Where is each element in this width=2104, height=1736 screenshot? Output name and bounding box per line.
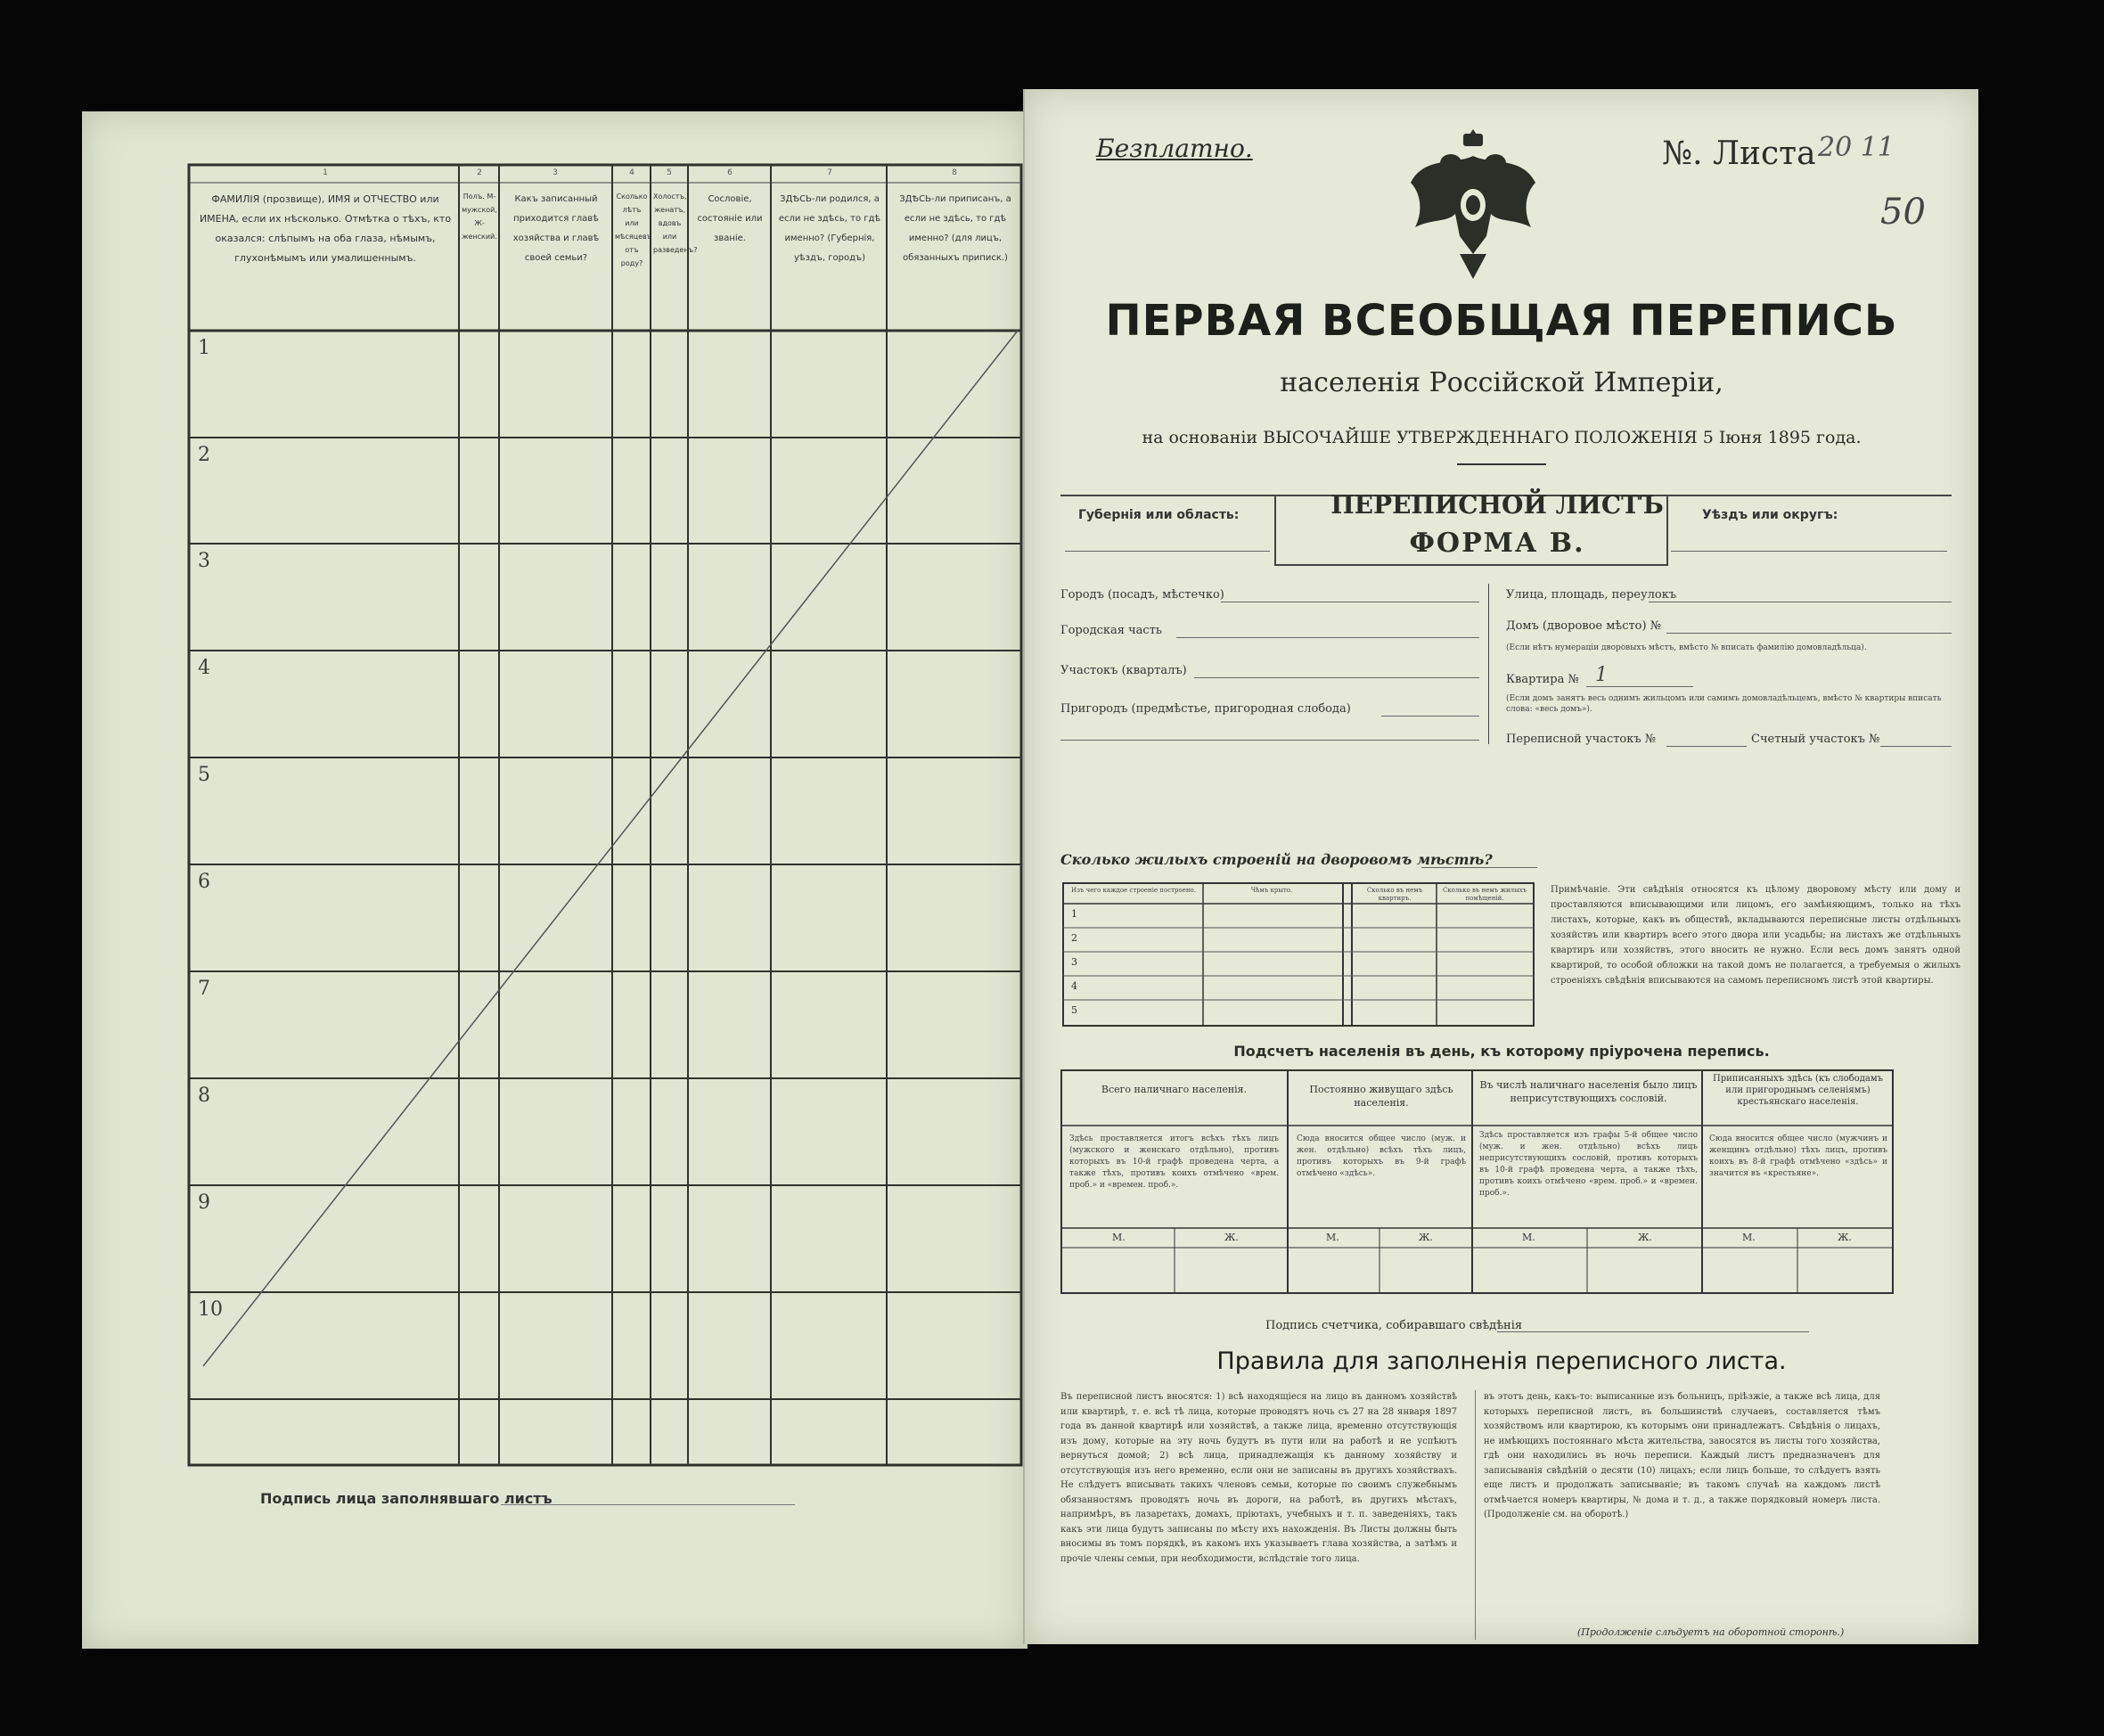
count-header-peasants: Приписанныхъ здѣсь (къ слободамъ или пригороднымъ селеніямъ) крестьянскаго населенія. (1713, 1074, 1883, 1107)
count-header-permanent: Постоянно живущаго здѣсь населенія. (1309, 1084, 1453, 1109)
counter-signature-line[interactable] (1497, 1331, 1809, 1332)
column-header-estate: Сословіе, состояніе или званіе. (697, 194, 763, 243)
row-number: 5 (198, 764, 210, 786)
signature-label: Подпись лица заполнявшаго листъ (260, 1490, 553, 1507)
male-label: М. (1112, 1232, 1126, 1243)
decree-line: на основаніи ВЫСОЧАЙШЕ УТВЕРЖДЕННАГО ПОЛОЖЕНІЯ 5 Іюня 1895 года. (1142, 428, 1862, 447)
sheet-number-label: №. Листа (1662, 135, 1816, 172)
census-table (187, 163, 1025, 1469)
buildings-header: Сколько въ немъ квартиръ. (1366, 887, 1423, 902)
buildings-row-number: 3 (1071, 956, 1077, 968)
buildings-header: Чѣмъ крыто. (1250, 887, 1293, 894)
rules-text-right: въ этотъ день, какъ-то: выписанные изъ больницъ, пріѣзжіе, а также всѣ лица, для которыхъ переписной листъ, въ большинствѣ случаевъ, составляется тѣмъ хозяйствомъ или квартирою, къ которымъ они принадлежатъ. Свѣдѣнія о лицахъ, не имѣющихъ постояннаго мѣста жительства, заносятся въ листы того хозяйства, гдѣ они находились въ ночь переписи. Каждый листъ предназначенъ для записыванія свѣдѣній о десяти (10) лицахъ; если лицъ больше, то слѣдуетъ взять еще листъ и продолжать записываніе; въ такомъ случаѣ на каждомъ листѣ отмѣчается номеръ квартиры, № дома и т. д., а также порядковый номеръ листа. (Продолженіе см. на оборотѣ.) (1484, 1392, 1880, 1519)
house-field[interactable] (1666, 633, 1952, 634)
page-title: ПЕРВАЯ ВСЕОБЩАЯ ПЕРЕПИСЬ (1105, 296, 1898, 346)
apartment-handwritten: 1 (1595, 664, 1608, 686)
district-label: Уѣздъ или округъ: (1702, 508, 1838, 522)
male-label: М. (1742, 1232, 1756, 1243)
column-number: 5 (667, 168, 672, 177)
rules-title: Правила для заполненія переписного листа. (1216, 1347, 1787, 1375)
apartment-note: (Если домъ занятъ весь однимъ жильцомъ или самимъ домовладѣльцемъ, вмѣсто № квартиры вписать слова: «весь домъ»). (1506, 694, 1942, 714)
form-title: ФОРМА В. (1409, 528, 1585, 559)
census-district-field[interactable] (1666, 746, 1747, 747)
column-number: 1 (323, 168, 328, 177)
census-table-lines (187, 163, 1025, 1469)
column-header-name: ФАМИЛІЯ (прозвище), ИМЯ и ОТЧЕСТВО или ИМЕНА, если их нѣсколько. Отмѣтка о тѣхъ, кто оказался: слѣпымъ на оба глаза, нѣмымъ, глухонѣмымъ или умалишеннымъ. (199, 193, 452, 264)
column-number: 3 (553, 168, 558, 177)
male-label: М. (1522, 1232, 1535, 1243)
column-header-marital: Холостъ, женатъ, вдовъ или разведенъ? (653, 192, 698, 254)
address-divider (1488, 584, 1489, 744)
column-number: 7 (827, 168, 832, 177)
buildings-header: Изъ чего каждое строеніе построено. (1071, 887, 1196, 894)
female-label: Ж. (1224, 1232, 1239, 1243)
list-title: ПЕРЕПИСНОЙ ЛИСТЪ (1330, 490, 1664, 520)
suburb-field[interactable] (1381, 716, 1479, 717)
buildings-header: Сколько въ немъ жилыхъ помѣщеній. (1442, 887, 1527, 902)
row-number: 8 (198, 1085, 210, 1107)
buildings-table-lines (1062, 882, 1535, 1034)
sheet-number-handwritten-2: 50 (1880, 192, 1926, 233)
sheet-number-handwritten: 20 11 (1818, 132, 1895, 163)
column-number: 4 (629, 168, 634, 177)
row-number: 4 (198, 657, 210, 679)
row-number: 9 (198, 1191, 210, 1214)
column-number: 6 (727, 168, 733, 177)
district-field[interactable] (1671, 551, 1947, 552)
province-field[interactable] (1065, 551, 1270, 552)
free-label: Безплатно. (1096, 134, 1253, 163)
buildings-answer-field[interactable] (1421, 867, 1537, 868)
column-header-age: Сколько лѣтъ или мѣсяцевъ отъ роду? (615, 192, 652, 267)
apartment-field[interactable] (1586, 686, 1693, 687)
buildings-table (1062, 882, 1535, 1034)
count-header-estates: Въ числѣ наличнаго населенія было лицъ неприсутствующихъ сословій. (1479, 1079, 1698, 1104)
row-number: 7 (198, 978, 210, 1000)
column-header-sex: Полъ. М-мужской, Ж-женский. (462, 192, 497, 241)
street-label: Улица, площадь, переулокъ (1506, 588, 1677, 602)
column-header-relation: Какъ записанный приходится главѣ хозяйства и главѣ своей семьи? (512, 194, 600, 263)
house-label: Домъ (дворовое мѣсто) № (1506, 619, 1662, 633)
counting-district-label: Счетный участокъ № (1751, 733, 1880, 746)
apartment-label: Квартира № (1506, 673, 1579, 686)
header-box-bottom (1274, 564, 1666, 566)
female-label: Ж. (1419, 1232, 1433, 1243)
page-subtitle: населенія Россійской Имперіи, (1280, 367, 1723, 398)
city-district-field[interactable] (1176, 637, 1479, 638)
count-header-total: Всего наличнаго населенія. (1101, 1084, 1248, 1095)
column-header-registration: ЗДѢСЬ-ли приписанъ, а если не здѣсь, то гдѣ именно? (для лицъ, обязанныхъ приписк.) (899, 194, 1011, 263)
imperial-eagle-icon (1406, 129, 1540, 281)
female-label: Ж. (1838, 1232, 1852, 1243)
header-box-divider (1274, 495, 1276, 566)
house-note: (Если нѣтъ нумераціи дворовыхъ мѣстъ, вмѣсто № вписать фамилію домовладѣльца). (1506, 643, 1867, 652)
count-desc-permanent: Сюда вносится общее число (муж. и жен. отдѣльно) всѣхъ тѣхъ лицъ, противъ которыхъ въ 9-й графѣ отмѣчено «здѣсь». (1297, 1134, 1466, 1178)
city-district-label: Городская часть (1060, 624, 1162, 637)
rules-text-left: Въ переписной листъ вносятся: 1) всѣ находящіеся на лицо въ данномъ хозяйствѣ или квартирѣ, т. е. всѣ тѣ лица, которые проводятъ ночь съ 27 на 28 января 1897 года въ данной квартирѣ или хозяйствѣ, а также лица, временно отсутствующія изъ дому, которые на эту ночь будутъ въ пути или на работѣ и не успѣютъ вернуться домой; 2) всѣ лица, принадлежащія къ данному хозяйству и отсутствующія изъ него временно, если они не записаны въ другихъ хозяйствахъ. Не слѣдуетъ вписывать такихъ членовъ семьи, которые по своимъ служебнымъ обязанностямъ проводятъ ночь въ дороги, на работѣ, въ другихъ мѣстахъ, напримѣръ, въ лазаретахъ, домахъ, пріютахъ, учебныхъ и т. п. заведеніяхъ, такъ какъ эти лица будутъ записаны по мѣсту ихъ нахожденія. Въ Листы должны быть вносимы въ томъ порядкѣ, въ какомъ ихъ указываетъ глава хозяйства, а затѣмъ и прочіе члены семьи, при необходимости, вслѣдствіе того лица. (1060, 1392, 1457, 1564)
precinct-field[interactable] (1194, 677, 1479, 678)
buildings-row-number: 5 (1071, 1004, 1077, 1016)
row-number: 3 (198, 550, 210, 572)
census-district-label: Переписной участокъ № (1506, 733, 1657, 746)
count-desc-estates: Здѣсь проставляется изъ графы 5-й общее число (муж. и жен. отдѣльно) всѣхъ лицъ неприсутствующихъ сословій, противъ которыхъ въ 10-й графѣ проведена черта, а также тѣхъ, противъ коихъ отмѣчено «врем. проб.» и «времен. проб.». (1479, 1131, 1698, 1198)
count-desc-peasants: Сюда вносится общее число (мужчинъ и женщинъ отдѣльно) тѣхъ лицъ, противъ коихъ въ 8-й графѣ отмѣчено «здѣсь» и значится въ «крестьяне». (1709, 1134, 1887, 1178)
buildings-question: Сколько жилыхъ строеній на дворовомъ мѣстѣ? (1060, 851, 1493, 868)
count-desc-total: Здѣсь проставляется итогъ всѣхъ тѣхъ лицъ (мужского и женскаго отдѣльно), противъ которыхъ въ 10-й графѣ проведена черта, а также тѣхъ, противъ коихъ отмѣчено «врем. проб.» и «времен. проб.». (1069, 1134, 1279, 1190)
suburb-field-2[interactable] (1060, 740, 1479, 741)
city-label: Городъ (посадъ, мѣстечко) (1060, 588, 1224, 602)
column-number: 2 (477, 168, 482, 177)
buildings-row-number: 4 (1071, 980, 1077, 992)
row-number: 1 (198, 337, 210, 359)
counter-signature-label: Подпись счетчика, собиравшаго свѣдѣнія (1265, 1319, 1523, 1332)
column-number: 8 (952, 168, 957, 177)
column-header-birthplace: ЗДѢСЬ-ли родился, а если не здѣсь, то гдѣ именно? (Губернія, уѣздъ, городъ) (778, 194, 881, 263)
province-label: Губернія или область: (1078, 508, 1240, 522)
row-number: 2 (198, 444, 210, 466)
buildings-row-number: 2 (1071, 932, 1077, 944)
left-page (82, 111, 1027, 1649)
signature-line (501, 1504, 795, 1505)
suburb-label: Пригородъ (предмѣстье, пригородная слобода) (1060, 702, 1351, 716)
rules-divider (1475, 1390, 1476, 1640)
row-number: 10 (198, 1298, 223, 1321)
male-label: М. (1326, 1232, 1339, 1243)
row-number: 6 (198, 871, 210, 893)
population-count-table (1060, 1069, 1894, 1295)
count-title: Подсчетъ населенія въ день, къ которому пріурочена перепись. (1233, 1043, 1770, 1060)
female-label: Ж. (1638, 1232, 1652, 1243)
precinct-label: Участокъ (кварталъ) (1060, 664, 1187, 677)
buildings-note: Примѣчаніе. Эти свѣдѣнія относятся къ цѣлому дворовому мѣсту или дому и проставляются вписывающими или лицомъ, его замѣняющимъ, только на тѣхъ листахъ, которые, какъ въ обществѣ, вкладываются переписные листы отдѣльныхъ хозяйствъ или квартиръ всего этого двора или усадьбы; на листахъ же отдѣльныхъ квартиръ или хозяйствъ, этого вносить не нужно. Если весь домъ занятъ одной квартирой, то особой обложки на такой домъ не полагается, а требуемыя о жилыхъ строеніяхъ свѣдѣнія вписываются на самомъ переписномъ листѣ этой квартиры. (1551, 885, 1961, 986)
counting-district-field[interactable] (1880, 746, 1952, 747)
buildings-row-number: 1 (1071, 908, 1077, 920)
right-page (1025, 89, 1978, 1644)
rules-continuation: (Продолженіе слѣдуетъ на оборотной сторонѣ.) (1577, 1626, 1845, 1638)
divider (1457, 463, 1546, 465)
